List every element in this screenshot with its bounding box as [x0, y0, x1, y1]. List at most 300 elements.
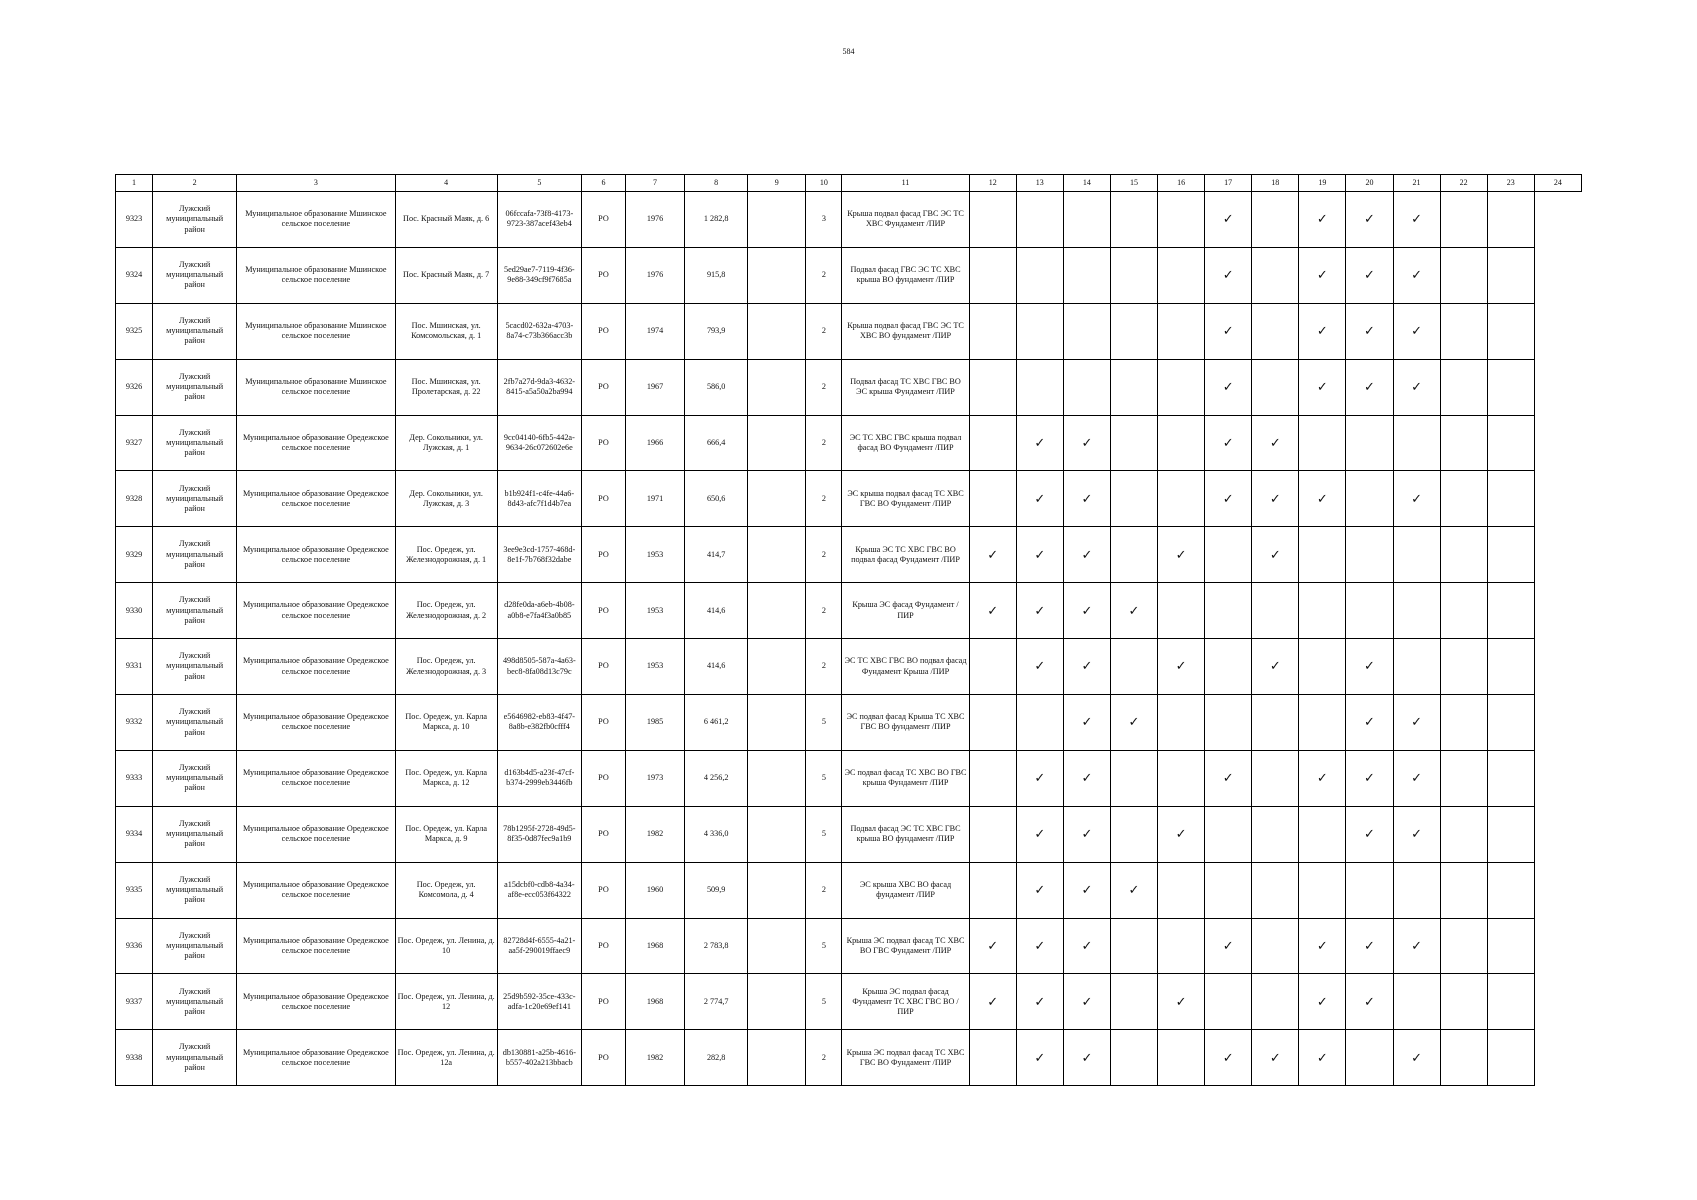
- column-9-cell: [748, 918, 806, 974]
- empty-mark-cell: [1346, 471, 1393, 527]
- empty-mark-cell: [969, 303, 1016, 359]
- build-year-cell: 1960: [626, 862, 685, 918]
- fund-type-cell: РО: [581, 974, 625, 1030]
- building-uuid-cell: db130881-a25b-4616-b557-402a213bbacb: [497, 1030, 581, 1086]
- empty-mark-cell: [969, 1030, 1016, 1086]
- empty-mark-cell: [1252, 750, 1299, 806]
- check-mark-icon: ✓: [1393, 1030, 1440, 1086]
- works-list-cell: Подвал фасад ГВС ЭС ТС ХВС крыша ВО фундамент /ПИР: [842, 247, 969, 303]
- empty-mark-cell: [1440, 527, 1487, 583]
- check-mark-icon: ✓: [1063, 806, 1110, 862]
- column-number-header: 4: [395, 175, 497, 192]
- fund-type-cell: РО: [581, 415, 625, 471]
- check-mark-icon: ✓: [1063, 415, 1110, 471]
- area-cell: 915,8: [685, 247, 748, 303]
- floors-cell: 2: [806, 471, 842, 527]
- empty-mark-cell: [1440, 1030, 1487, 1086]
- empty-mark-cell: [1487, 471, 1534, 527]
- column-number-header: 11: [842, 175, 969, 192]
- empty-mark-cell: [1110, 974, 1157, 1030]
- area-cell: 282,8: [685, 1030, 748, 1086]
- empty-mark-cell: [1299, 639, 1346, 695]
- check-mark-icon: ✓: [1063, 974, 1110, 1030]
- area-cell: 586,0: [685, 359, 748, 415]
- check-mark-icon: ✓: [1063, 750, 1110, 806]
- empty-mark-cell: [1205, 862, 1252, 918]
- empty-mark-cell: [1440, 303, 1487, 359]
- floors-cell: 2: [806, 415, 842, 471]
- column-number-header: 17: [1205, 175, 1252, 192]
- empty-mark-cell: [1393, 527, 1440, 583]
- column-number-header: 10: [806, 175, 842, 192]
- floors-cell: 5: [806, 918, 842, 974]
- empty-mark-cell: [1440, 639, 1487, 695]
- municipality-cell: Муниципальное образование Оредежское сельское поселение: [237, 918, 395, 974]
- empty-mark-cell: [1487, 695, 1534, 751]
- check-mark-icon: ✓: [1346, 303, 1393, 359]
- empty-mark-cell: [1440, 415, 1487, 471]
- column-9-cell: [748, 415, 806, 471]
- address-cell: Пос. Оредеж, ул. Железнодорожная, д. 2: [395, 583, 497, 639]
- fund-type-cell: РО: [581, 303, 625, 359]
- building-uuid-cell: 9cc04140-6fb5-442a-9634-26c072602e6e: [497, 415, 581, 471]
- build-year-cell: 1985: [626, 695, 685, 751]
- works-list-cell: ЭС крыша ХВС ВО фасад фундамент /ПИР: [842, 862, 969, 918]
- fund-type-cell: РО: [581, 471, 625, 527]
- empty-mark-cell: [1440, 247, 1487, 303]
- column-number-header: 3: [237, 175, 395, 192]
- fund-type-cell: РО: [581, 583, 625, 639]
- check-mark-icon: ✓: [1063, 639, 1110, 695]
- building-uuid-cell: 2fb7a27d-9da3-4632-8415-a5a50a2ba994: [497, 359, 581, 415]
- district-cell: Лужский муниципальный район: [153, 639, 237, 695]
- check-mark-icon: ✓: [1393, 247, 1440, 303]
- empty-mark-cell: [1063, 192, 1110, 248]
- empty-mark-cell: [1299, 527, 1346, 583]
- check-mark-icon: ✓: [1346, 192, 1393, 248]
- build-year-cell: 1968: [626, 974, 685, 1030]
- check-mark-icon: ✓: [1016, 471, 1063, 527]
- address-cell: Пос. Мшинская, ул. Пролетарская, д. 22: [395, 359, 497, 415]
- check-mark-icon: ✓: [1299, 471, 1346, 527]
- check-mark-icon: ✓: [1346, 806, 1393, 862]
- floors-cell: 2: [806, 247, 842, 303]
- building-uuid-cell: 82728d4f-6555-4a21-aa5f-290019ffaec9: [497, 918, 581, 974]
- check-mark-icon: ✓: [1205, 359, 1252, 415]
- fund-type-cell: РО: [581, 359, 625, 415]
- empty-mark-cell: [1487, 527, 1534, 583]
- building-number-cell: 9327: [116, 415, 153, 471]
- building-number-cell: 9328: [116, 471, 153, 527]
- check-mark-icon: ✓: [1393, 806, 1440, 862]
- empty-mark-cell: [1440, 192, 1487, 248]
- build-year-cell: 1966: [626, 415, 685, 471]
- check-mark-icon: ✓: [1205, 918, 1252, 974]
- building-number-cell: 9326: [116, 359, 153, 415]
- address-cell: Пос. Оредеж, ул. Железнодорожная, д. 1: [395, 527, 497, 583]
- municipality-cell: Муниципальное образование Оредежское сельское поселение: [237, 974, 395, 1030]
- district-cell: Лужский муниципальный район: [153, 862, 237, 918]
- check-mark-icon: ✓: [1063, 583, 1110, 639]
- district-cell: Лужский муниципальный район: [153, 583, 237, 639]
- floors-cell: 2: [806, 639, 842, 695]
- check-mark-icon: ✓: [1205, 247, 1252, 303]
- empty-mark-cell: [969, 806, 1016, 862]
- district-cell: Лужский муниципальный район: [153, 192, 237, 248]
- works-list-cell: Крыша ЭС подвал фасад Фундамент ТС ХВС ГВС ВО /ПИР: [842, 974, 969, 1030]
- district-cell: Лужский муниципальный район: [153, 695, 237, 751]
- column-number-header: 20: [1346, 175, 1393, 192]
- empty-mark-cell: [969, 862, 1016, 918]
- check-mark-icon: ✓: [1393, 192, 1440, 248]
- column-9-cell: [748, 1030, 806, 1086]
- table-row: [116, 192, 1582, 248]
- building-uuid-cell: d163b4d5-a23f-47cf-b374-2999eb3446fb: [497, 750, 581, 806]
- check-mark-icon: ✓: [1016, 918, 1063, 974]
- empty-mark-cell: [969, 471, 1016, 527]
- empty-mark-cell: [1487, 303, 1534, 359]
- empty-mark-cell: [1110, 303, 1157, 359]
- building-uuid-cell: 06fccafa-73f8-4173-9723-387acef43eb4: [497, 192, 581, 248]
- empty-mark-cell: [969, 750, 1016, 806]
- empty-mark-cell: [1346, 527, 1393, 583]
- empty-mark-cell: [1205, 806, 1252, 862]
- table-row: [116, 527, 1582, 583]
- building-uuid-cell: 78b1295f-2728-49d5-8f35-0d87fec9a1b9: [497, 806, 581, 862]
- fund-type-cell: РО: [581, 695, 625, 751]
- check-mark-icon: ✓: [1110, 862, 1157, 918]
- check-mark-icon: ✓: [1252, 471, 1299, 527]
- empty-mark-cell: [1487, 639, 1534, 695]
- address-cell: Пос. Красный Маяк, д. 7: [395, 247, 497, 303]
- check-mark-icon: ✓: [1346, 750, 1393, 806]
- empty-mark-cell: [1252, 359, 1299, 415]
- floors-cell: 2: [806, 1030, 842, 1086]
- empty-mark-cell: [969, 415, 1016, 471]
- empty-mark-cell: [969, 359, 1016, 415]
- column-number-header: 15: [1110, 175, 1157, 192]
- table-row: [116, 918, 1582, 974]
- floors-cell: 2: [806, 359, 842, 415]
- empty-mark-cell: [1487, 806, 1534, 862]
- column-number-header: 5: [497, 175, 581, 192]
- empty-mark-cell: [1158, 918, 1205, 974]
- check-mark-icon: ✓: [1346, 639, 1393, 695]
- empty-mark-cell: [1440, 695, 1487, 751]
- column-9-cell: [748, 247, 806, 303]
- table-row: [116, 974, 1582, 1030]
- check-mark-icon: ✓: [1252, 639, 1299, 695]
- empty-mark-cell: [1346, 583, 1393, 639]
- table-row: [116, 639, 1582, 695]
- floors-cell: 5: [806, 695, 842, 751]
- column-9-cell: [748, 303, 806, 359]
- check-mark-icon: ✓: [1110, 583, 1157, 639]
- floors-cell: 2: [806, 303, 842, 359]
- works-list-cell: Подвал фасад ЭС ТС ХВС ГВС крыша ВО фундамент /ПИР: [842, 806, 969, 862]
- check-mark-icon: ✓: [1346, 359, 1393, 415]
- district-cell: Лужский муниципальный район: [153, 247, 237, 303]
- empty-mark-cell: [1158, 359, 1205, 415]
- building-number-cell: 9336: [116, 918, 153, 974]
- check-mark-icon: ✓: [1393, 303, 1440, 359]
- check-mark-icon: ✓: [1158, 974, 1205, 1030]
- column-9-cell: [748, 583, 806, 639]
- building-uuid-cell: 5cacd02-632a-4703-8a74-c73b366acc3b: [497, 303, 581, 359]
- check-mark-icon: ✓: [1016, 639, 1063, 695]
- building-uuid-cell: e5646982-eb83-4f47-8a8b-e382fb0cfff4: [497, 695, 581, 751]
- empty-mark-cell: [1299, 806, 1346, 862]
- works-list-cell: Крыша ЭС фасад Фундамент /ПИР: [842, 583, 969, 639]
- area-cell: 414,6: [685, 639, 748, 695]
- table-body: [116, 192, 1582, 1086]
- empty-mark-cell: [1393, 639, 1440, 695]
- check-mark-icon: ✓: [969, 527, 1016, 583]
- page-number: 584: [842, 47, 855, 56]
- works-list-cell: ЭС крыша подвал фасад ТС ХВС ГВС ВО Фундамент /ПИР: [842, 471, 969, 527]
- column-9-cell: [748, 974, 806, 1030]
- empty-mark-cell: [1016, 192, 1063, 248]
- table-row: [116, 471, 1582, 527]
- address-cell: Пос. Оредеж, ул. Ленина, д. 12: [395, 974, 497, 1030]
- building-number-cell: 9334: [116, 806, 153, 862]
- works-list-cell: ЭС ТС ХВС ГВС ВО подвал фасад Фундамент Крыша /ПИР: [842, 639, 969, 695]
- check-mark-icon: ✓: [1063, 695, 1110, 751]
- empty-mark-cell: [1487, 974, 1534, 1030]
- municipality-cell: Муниципальное образование Мшинское сельское поселение: [237, 192, 395, 248]
- column-number-header: 6: [581, 175, 625, 192]
- empty-mark-cell: [1063, 303, 1110, 359]
- empty-mark-cell: [1440, 862, 1487, 918]
- column-number-header: 16: [1158, 175, 1205, 192]
- building-uuid-cell: 3ee9e3cd-1757-468d-8e1f-7b768f32dabe: [497, 527, 581, 583]
- district-cell: Лужский муниципальный район: [153, 471, 237, 527]
- table-row: [116, 583, 1582, 639]
- column-number-header: 21: [1393, 175, 1440, 192]
- municipality-cell: Муниципальное образование Мшинское сельское поселение: [237, 303, 395, 359]
- empty-mark-cell: [1440, 471, 1487, 527]
- building-number-cell: 9338: [116, 1030, 153, 1086]
- check-mark-icon: ✓: [1016, 415, 1063, 471]
- building-number-cell: 9325: [116, 303, 153, 359]
- column-9-cell: [748, 192, 806, 248]
- empty-mark-cell: [1016, 695, 1063, 751]
- district-cell: Лужский муниципальный район: [153, 918, 237, 974]
- check-mark-icon: ✓: [1016, 750, 1063, 806]
- municipality-cell: Муниципальное образование Оредежское сельское поселение: [237, 806, 395, 862]
- empty-mark-cell: [1205, 639, 1252, 695]
- address-cell: Пос. Оредеж, ул. Комсомола, д. 4: [395, 862, 497, 918]
- building-uuid-cell: b1b924f1-c4fe-44a6-8d43-afc7f1d4b7ea: [497, 471, 581, 527]
- district-cell: Лужский муниципальный район: [153, 303, 237, 359]
- empty-mark-cell: [1016, 359, 1063, 415]
- column-number-header: 22: [1440, 175, 1487, 192]
- check-mark-icon: ✓: [1016, 862, 1063, 918]
- build-year-cell: 1953: [626, 639, 685, 695]
- municipality-cell: Муниципальное образование Оредежское сельское поселение: [237, 750, 395, 806]
- check-mark-icon: ✓: [1299, 750, 1346, 806]
- district-cell: Лужский муниципальный район: [153, 750, 237, 806]
- empty-mark-cell: [1440, 806, 1487, 862]
- empty-mark-cell: [1299, 695, 1346, 751]
- empty-mark-cell: [1487, 192, 1534, 248]
- empty-mark-cell: [1205, 527, 1252, 583]
- empty-mark-cell: [1299, 415, 1346, 471]
- check-mark-icon: ✓: [1205, 750, 1252, 806]
- empty-mark-cell: [1158, 192, 1205, 248]
- district-cell: Лужский муниципальный район: [153, 359, 237, 415]
- building-number-cell: 9331: [116, 639, 153, 695]
- check-mark-icon: ✓: [1252, 415, 1299, 471]
- check-mark-icon: ✓: [1205, 303, 1252, 359]
- works-list-cell: Подвал фасад ТС ХВС ГВС ВО ЭС крыша Фундамент /ПИР: [842, 359, 969, 415]
- empty-mark-cell: [1252, 806, 1299, 862]
- building-number-cell: 9332: [116, 695, 153, 751]
- empty-mark-cell: [969, 192, 1016, 248]
- empty-mark-cell: [1063, 359, 1110, 415]
- building-uuid-cell: 5ed29ae7-7119-4f36-9e88-349cf9f7685a: [497, 247, 581, 303]
- area-cell: 4 256,2: [685, 750, 748, 806]
- empty-mark-cell: [1110, 471, 1157, 527]
- column-9-cell: [748, 806, 806, 862]
- check-mark-icon: ✓: [1016, 527, 1063, 583]
- column-9-cell: [748, 639, 806, 695]
- build-year-cell: 1971: [626, 471, 685, 527]
- empty-mark-cell: [1252, 695, 1299, 751]
- check-mark-icon: ✓: [1393, 750, 1440, 806]
- empty-mark-cell: [1110, 247, 1157, 303]
- fund-type-cell: РО: [581, 192, 625, 248]
- works-list-cell: ЭС подвал фасад Крыша ТС ХВС ГВС ВО фундамент /ПИР: [842, 695, 969, 751]
- works-list-cell: Крыша ЭС подвал фасад ТС ХВС ВО ГВС Фундамент /ПИР: [842, 918, 969, 974]
- building-number-cell: 9323: [116, 192, 153, 248]
- build-year-cell: 1982: [626, 806, 685, 862]
- build-year-cell: 1973: [626, 750, 685, 806]
- table-row: [116, 695, 1582, 751]
- build-year-cell: 1976: [626, 247, 685, 303]
- build-year-cell: 1953: [626, 527, 685, 583]
- area-cell: 650,6: [685, 471, 748, 527]
- empty-mark-cell: [1205, 583, 1252, 639]
- empty-mark-cell: [1110, 1030, 1157, 1086]
- check-mark-icon: ✓: [1299, 359, 1346, 415]
- empty-mark-cell: [1110, 918, 1157, 974]
- table-row: [116, 750, 1582, 806]
- empty-mark-cell: [1487, 918, 1534, 974]
- check-mark-icon: ✓: [1158, 527, 1205, 583]
- check-mark-icon: ✓: [1299, 1030, 1346, 1086]
- column-number-header: 23: [1487, 175, 1534, 192]
- check-mark-icon: ✓: [969, 918, 1016, 974]
- floors-cell: 5: [806, 974, 842, 1030]
- empty-mark-cell: [1252, 583, 1299, 639]
- check-mark-icon: ✓: [1346, 974, 1393, 1030]
- area-cell: 6 461,2: [685, 695, 748, 751]
- municipality-cell: Муниципальное образование Оредежское сельское поселение: [237, 415, 395, 471]
- empty-mark-cell: [1110, 415, 1157, 471]
- empty-mark-cell: [1487, 247, 1534, 303]
- empty-mark-cell: [969, 639, 1016, 695]
- empty-mark-cell: [1016, 303, 1063, 359]
- fund-type-cell: РО: [581, 527, 625, 583]
- works-list-cell: Крыша ЭС ТС ХВС ГВС ВО подвал фасад Фундамент /ПИР: [842, 527, 969, 583]
- check-mark-icon: ✓: [1016, 1030, 1063, 1086]
- column-number-header: 7: [626, 175, 685, 192]
- check-mark-icon: ✓: [969, 974, 1016, 1030]
- column-number-header: 13: [1016, 175, 1063, 192]
- check-mark-icon: ✓: [1299, 918, 1346, 974]
- check-mark-icon: ✓: [1393, 359, 1440, 415]
- empty-mark-cell: [1346, 862, 1393, 918]
- fund-type-cell: РО: [581, 1030, 625, 1086]
- address-cell: Пос. Оредеж, ул. Карла Маркса, д. 9: [395, 806, 497, 862]
- check-mark-icon: ✓: [1063, 527, 1110, 583]
- empty-mark-cell: [1252, 192, 1299, 248]
- municipality-cell: Муниципальное образование Оредежское сельское поселение: [237, 639, 395, 695]
- floors-cell: 5: [806, 806, 842, 862]
- column-number-header: 14: [1063, 175, 1110, 192]
- empty-mark-cell: [1440, 583, 1487, 639]
- empty-mark-cell: [1110, 750, 1157, 806]
- column-9-cell: [748, 359, 806, 415]
- check-mark-icon: ✓: [1299, 247, 1346, 303]
- column-number-header: 19: [1299, 175, 1346, 192]
- district-cell: Лужский муниципальный район: [153, 806, 237, 862]
- empty-mark-cell: [1440, 750, 1487, 806]
- empty-mark-cell: [1110, 527, 1157, 583]
- empty-mark-cell: [1158, 471, 1205, 527]
- floors-cell: 2: [806, 583, 842, 639]
- empty-mark-cell: [1346, 1030, 1393, 1086]
- municipality-cell: Муниципальное образование Оредежское сельское поселение: [237, 471, 395, 527]
- address-cell: Пос. Мшинская, ул. Комсомольская, д. 1: [395, 303, 497, 359]
- check-mark-icon: ✓: [1346, 695, 1393, 751]
- address-cell: Пос. Красный Маяк, д. 6: [395, 192, 497, 248]
- building-uuid-cell: 498d8505-587a-4a63-bec8-8fa08d13c79c: [497, 639, 581, 695]
- building-number-cell: 9335: [116, 862, 153, 918]
- empty-mark-cell: [1299, 583, 1346, 639]
- municipality-cell: Муниципальное образование Оредежское сельское поселение: [237, 527, 395, 583]
- column-9-cell: [748, 527, 806, 583]
- building-number-cell: 9324: [116, 247, 153, 303]
- area-cell: 414,6: [685, 583, 748, 639]
- building-number-cell: 9329: [116, 527, 153, 583]
- check-mark-icon: ✓: [1299, 974, 1346, 1030]
- column-number-header: 9: [748, 175, 806, 192]
- check-mark-icon: ✓: [1063, 471, 1110, 527]
- municipality-cell: Муниципальное образование Оредежское сельское поселение: [237, 1030, 395, 1086]
- municipality-cell: Муниципальное образование Мшинское сельское поселение: [237, 247, 395, 303]
- empty-mark-cell: [1252, 862, 1299, 918]
- empty-mark-cell: [1158, 583, 1205, 639]
- empty-mark-cell: [1158, 415, 1205, 471]
- address-cell: Пос. Оредеж, ул. Ленина, д. 10: [395, 918, 497, 974]
- municipality-cell: Муниципальное образование Оредежское сельское поселение: [237, 695, 395, 751]
- municipality-cell: Муниципальное образование Оредежское сельское поселение: [237, 862, 395, 918]
- table-row: [116, 247, 1582, 303]
- check-mark-icon: ✓: [1252, 1030, 1299, 1086]
- area-cell: 2 774,7: [685, 974, 748, 1030]
- district-cell: Лужский муниципальный район: [153, 974, 237, 1030]
- empty-mark-cell: [1487, 1030, 1534, 1086]
- empty-mark-cell: [1346, 415, 1393, 471]
- table-row: [116, 359, 1582, 415]
- works-list-cell: Крыша подвал фасад ГВС ЭС ТС ХВС ВО фундамент /ПИР: [842, 303, 969, 359]
- build-year-cell: 1982: [626, 1030, 685, 1086]
- district-cell: Лужский муниципальный район: [153, 1030, 237, 1086]
- check-mark-icon: ✓: [1110, 695, 1157, 751]
- fund-type-cell: РО: [581, 862, 625, 918]
